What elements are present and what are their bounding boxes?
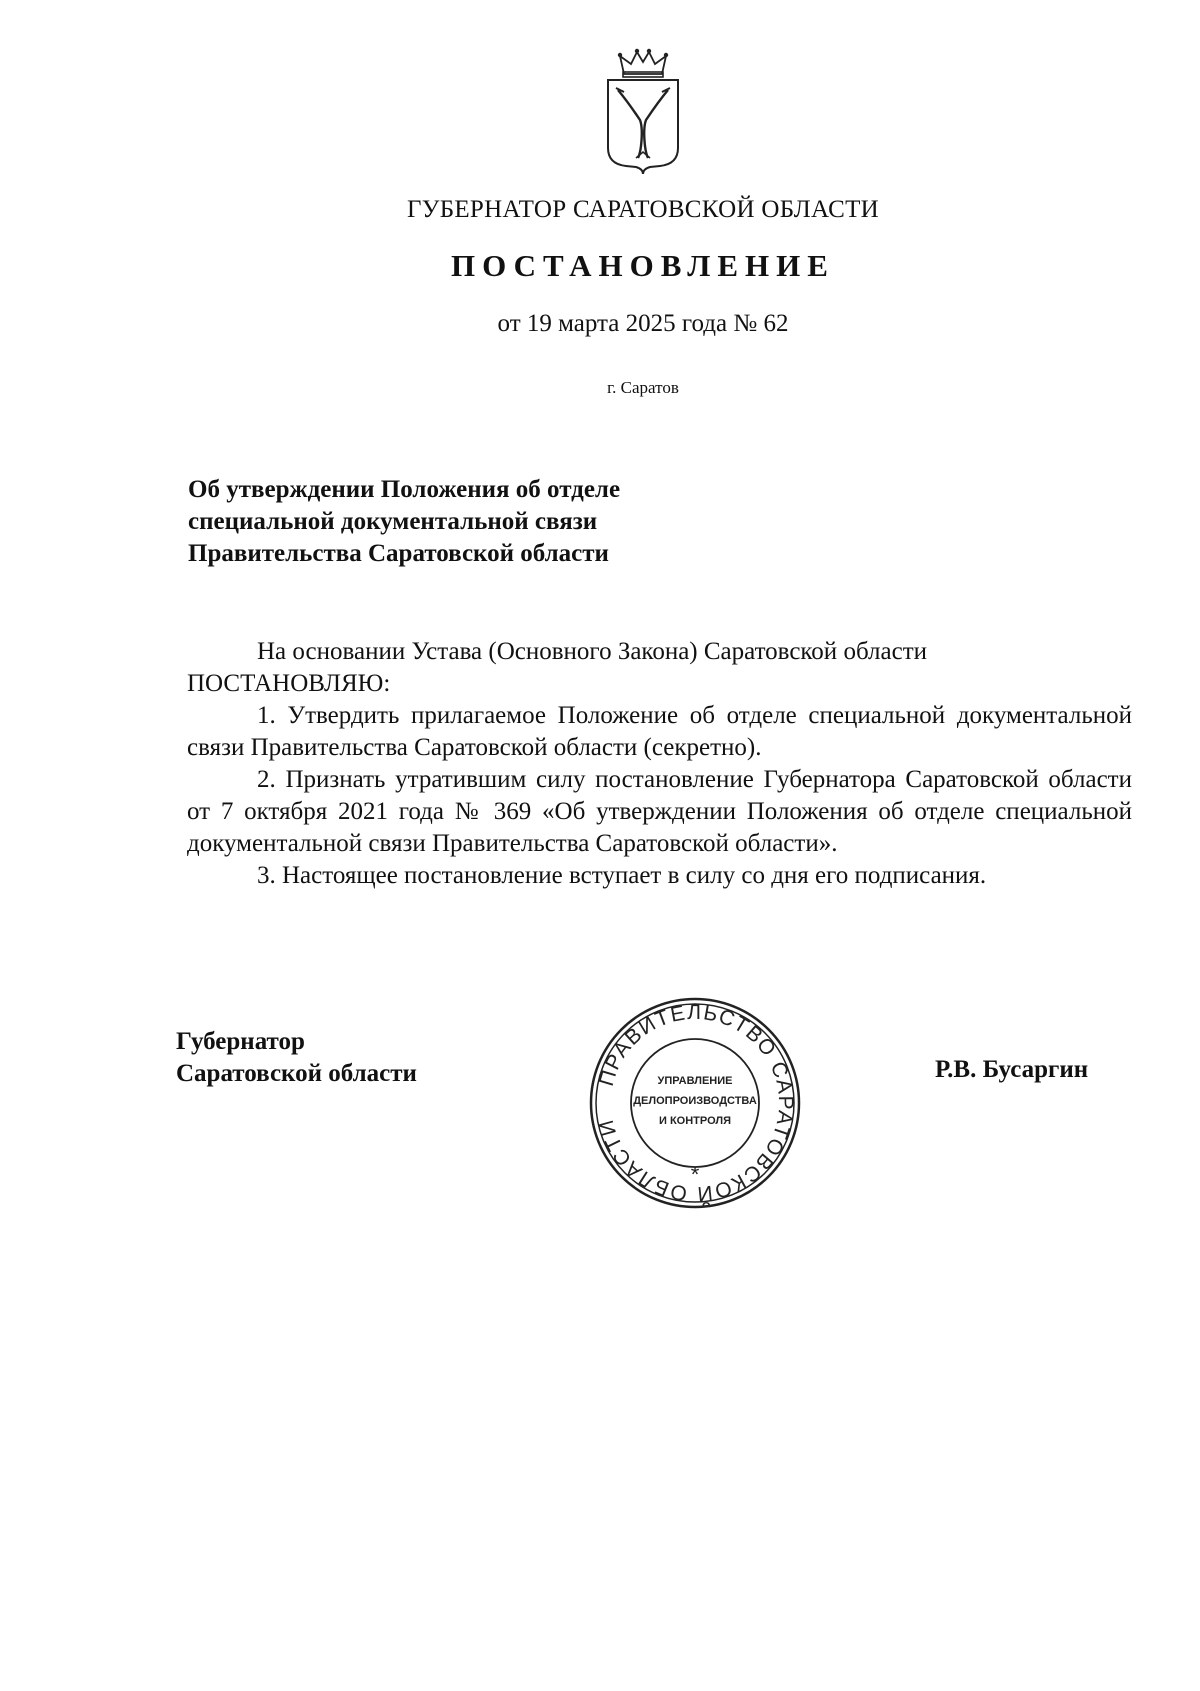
body-item: 3. Настоящее постановление вступает в силу со дня его подписания. <box>257 862 987 889</box>
signatory-name: Р.В. Бусаргин <box>935 1056 1089 1083</box>
subject-line: Правительства Саратовской области <box>188 540 609 567</box>
stamp-star: * <box>690 1162 700 1187</box>
document-body <box>187 636 1132 892</box>
saratov-coat-of-arms-icon <box>602 48 684 176</box>
body-intro: На основании Устава (Основного Закона) Саратовской области <box>257 638 928 665</box>
stamp-inner-line: И КОНТРОЛЯ <box>659 1115 731 1127</box>
document-subject <box>188 474 748 570</box>
signatory-title <box>176 1026 417 1090</box>
stamp-outer-text: ПРАВИТЕЛЬСТВО САРАТОВСКОЙ ОБЛАСТИ <box>594 1000 798 1206</box>
body-item: 1. Утвердить прилагаемое Положение об отделе специальной документальной связи Правительства Саратовской области (секретно). <box>187 702 1132 761</box>
body-resolve: ПОСТАНОВЛЯЮ: <box>187 670 391 697</box>
issuing-authority: ГУБЕРНАТОР САРАТОВСКОЙ ОБЛАСТИ <box>406 196 880 223</box>
document-date-number: от 19 марта 2025 года № 62 <box>497 310 789 337</box>
stamp-inner-line: ДЕЛОПРОИЗВОДСТВА <box>633 1095 757 1107</box>
subject-line: Об утверждении Положения об отделе <box>188 476 621 503</box>
document-type-title: ПОСТАНОВЛЕНИЕ <box>451 248 835 283</box>
document-city: г. Саратов <box>607 378 679 397</box>
official-stamp <box>588 996 802 1210</box>
signatory-title-line: Губернатор <box>176 1028 305 1055</box>
subject-line: специальной документальной связи <box>188 508 598 535</box>
stamp-inner-line: УПРАВЛЕНИЕ <box>657 1075 733 1087</box>
signatory-title-line: Саратовской области <box>176 1060 417 1087</box>
body-item: 2. Признать утратившим силу постановление Губернатора Саратовской области от 7 октября 2021 года № 369 «Об утверждении Положения об отделе специальной документальной связи Правительства Саратовской области». <box>187 766 1132 857</box>
